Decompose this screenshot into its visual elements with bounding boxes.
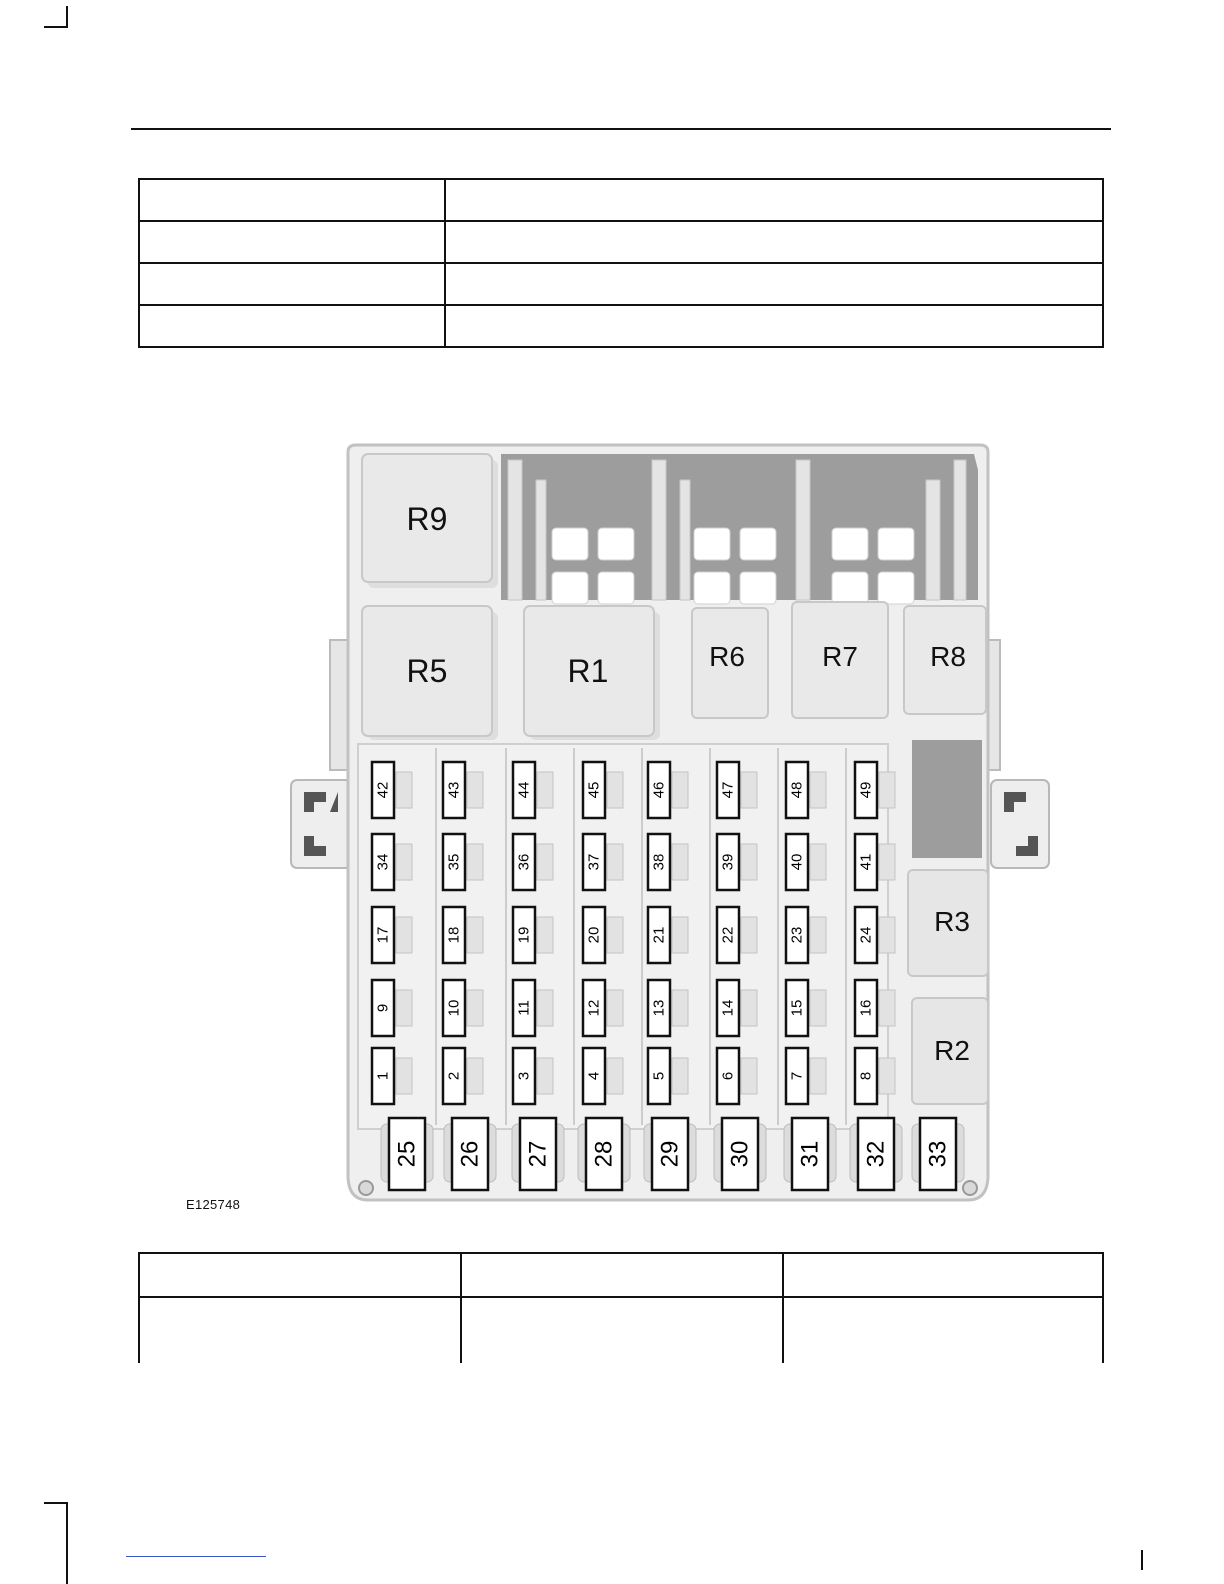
fuse-label: 10 xyxy=(445,999,463,1017)
fuse-label: 18 xyxy=(445,926,463,944)
fuse-label: 27 xyxy=(524,1140,552,1168)
mounting-hole xyxy=(359,1181,373,1195)
fuse-label: 28 xyxy=(590,1140,618,1168)
table-row xyxy=(139,179,1103,221)
fuse-30 xyxy=(714,1118,766,1190)
fuse-label: 29 xyxy=(656,1140,684,1168)
fuse-label: 13 xyxy=(650,999,668,1017)
table-cell xyxy=(139,263,445,305)
fuse-label: 33 xyxy=(924,1140,952,1168)
crop-mark-top-left xyxy=(66,6,68,28)
crop-mark-bottom-right xyxy=(1141,1550,1143,1570)
fuse-label: 44 xyxy=(515,781,533,799)
fuse-label: 17 xyxy=(374,926,392,944)
table-cell xyxy=(139,1253,461,1297)
fuse-label: 41 xyxy=(857,853,875,871)
upper-table xyxy=(138,178,1104,348)
fuse-label: 12 xyxy=(585,999,603,1017)
relay-label: R9 xyxy=(406,501,448,537)
lower-table xyxy=(138,1252,1104,1363)
table-cell xyxy=(461,1297,783,1363)
fuse-label: 25 xyxy=(393,1140,421,1168)
right-mounting-tab xyxy=(980,640,1049,868)
mounting-hole xyxy=(963,1181,977,1195)
relay-label: R5 xyxy=(406,653,448,689)
relay-R6 xyxy=(692,608,768,718)
fuse-label: 19 xyxy=(515,926,533,944)
left-mounting-tab xyxy=(291,640,351,868)
fuse-33 xyxy=(912,1118,964,1190)
table-row xyxy=(139,1297,1103,1363)
footer-link-underline xyxy=(126,1556,266,1557)
relay-label: R7 xyxy=(822,641,858,672)
fuse-label: 23 xyxy=(788,926,806,944)
table-cell xyxy=(445,179,1103,221)
figure-id-label: E125748 xyxy=(186,1197,241,1212)
table-row xyxy=(139,1253,1103,1297)
fuse-31 xyxy=(784,1118,836,1190)
fuse-label: 30 xyxy=(726,1140,754,1168)
table-cell xyxy=(461,1253,783,1297)
relay-R9 xyxy=(362,454,498,588)
fuse-label: 3 xyxy=(515,1071,533,1081)
table-row xyxy=(139,305,1103,347)
table-cell xyxy=(783,1253,1103,1297)
fuse-label: 14 xyxy=(719,999,737,1017)
relay-label: R2 xyxy=(934,1035,970,1066)
fuse-label: 8 xyxy=(857,1071,875,1081)
fuse-label: 39 xyxy=(719,853,737,871)
relay-R7 xyxy=(792,602,888,718)
fuse-label: 20 xyxy=(585,926,603,944)
fuse-label: 24 xyxy=(857,926,875,944)
crop-mark-bottom-left-h xyxy=(44,1502,68,1504)
fuse-label: 37 xyxy=(585,853,603,871)
fuse-label: 26 xyxy=(456,1140,484,1168)
relay-label: R3 xyxy=(934,906,970,937)
relay-R2 xyxy=(912,998,988,1104)
fuse-label: 4 xyxy=(585,1071,603,1081)
table-cell xyxy=(139,1297,461,1363)
fuse-label: 45 xyxy=(585,781,603,799)
fuse-27 xyxy=(512,1118,564,1190)
table-cell xyxy=(139,179,445,221)
fuse-label: 7 xyxy=(788,1071,806,1081)
table-cell xyxy=(139,221,445,263)
fuse-label: 21 xyxy=(650,926,668,944)
fuse-28 xyxy=(578,1118,630,1190)
relay-R1 xyxy=(524,606,660,740)
fuse-label: 31 xyxy=(796,1140,824,1168)
right-channel xyxy=(912,740,982,858)
crop-mark-top-left-h xyxy=(44,26,68,28)
fuse-25 xyxy=(381,1118,433,1190)
table-cell xyxy=(783,1297,1103,1363)
fuse-label: 9 xyxy=(374,1003,392,1013)
fuse-label: 46 xyxy=(650,781,668,799)
relay-label: R6 xyxy=(709,641,745,672)
fuse-32 xyxy=(850,1118,902,1190)
fuse-label: 40 xyxy=(788,853,806,871)
fuse-label: 32 xyxy=(862,1140,890,1168)
table-cell xyxy=(445,305,1103,347)
relay-R5 xyxy=(362,606,498,740)
fuse-label: 35 xyxy=(445,853,463,871)
fuse-label: 22 xyxy=(719,926,737,944)
fuse-label: 2 xyxy=(445,1071,463,1081)
table-cell xyxy=(445,263,1103,305)
fuse-label: 49 xyxy=(857,781,875,799)
table-cell xyxy=(139,305,445,347)
fuse-26 xyxy=(444,1118,496,1190)
fuse-label: 36 xyxy=(515,853,533,871)
fuse-label: 34 xyxy=(374,853,392,871)
fuse-label: 15 xyxy=(788,999,806,1017)
fuse-label: 16 xyxy=(857,999,875,1017)
table-row xyxy=(139,221,1103,263)
fuse-29 xyxy=(644,1118,696,1190)
table-row xyxy=(139,263,1103,305)
crop-mark-bottom-left xyxy=(66,1502,68,1584)
fuse-label: 1 xyxy=(374,1071,392,1081)
fuse-label: 48 xyxy=(788,781,806,799)
fuse-label: 6 xyxy=(719,1071,737,1081)
relay-R8 xyxy=(904,606,986,714)
relay-R3 xyxy=(908,870,988,976)
fuse-label: 5 xyxy=(650,1071,668,1081)
fuse-label: 42 xyxy=(374,781,392,799)
fuse-label: 38 xyxy=(650,853,668,871)
fuse-label: 47 xyxy=(719,781,737,799)
large-fuses xyxy=(381,1118,964,1190)
fuse-label: 11 xyxy=(515,1000,533,1016)
relay-label: R1 xyxy=(567,653,609,689)
fuse-label: 43 xyxy=(445,781,463,799)
fuse-box-diagram xyxy=(286,440,1066,1215)
header-rule xyxy=(131,128,1111,130)
table-cell xyxy=(445,221,1103,263)
relay-label: R8 xyxy=(930,641,966,672)
